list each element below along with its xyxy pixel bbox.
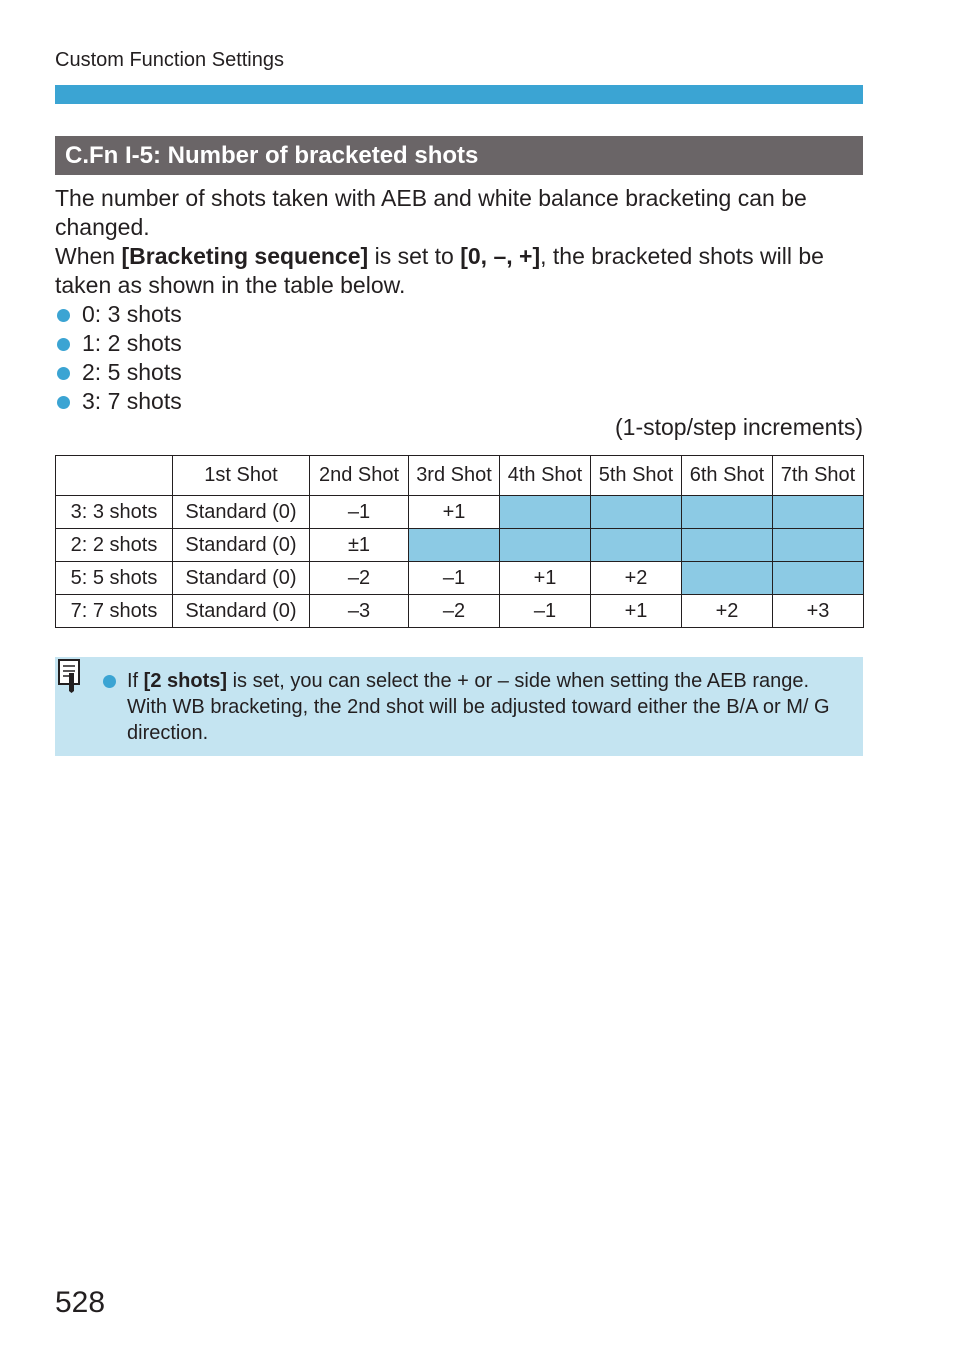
table-header-row [56,456,864,496]
column-header: 1st Shot [173,456,310,496]
table-cell: +1 [409,496,500,529]
table-cell [409,529,500,562]
bullet-icon [103,675,116,688]
options-list [55,300,870,416]
column-header: 5th Shot [591,456,682,496]
table-cell [591,496,682,529]
column-header: 2nd Shot [310,456,409,496]
row-setting: 2: 2 shots [56,529,173,562]
intro-line-2: When [Bracketing sequence] is set to [0, –, +], the bracketed shots will be taken as shown in the table below. [55,243,824,298]
increments-note: (1-stop/step increments) [615,414,863,440]
bracketing-table [55,455,864,628]
note-box [55,657,863,756]
intro-line-1: The number of shots taken with AEB and white balance bracketing can be changed. [55,185,807,240]
column-header: 3rd Shot [409,456,500,496]
table-row [56,595,864,628]
column-header: 4th Shot [500,456,591,496]
table-cell: Standard (0) [173,496,310,529]
table-cell: +3 [773,595,864,628]
table-cell: –1 [409,562,500,595]
table-cell: –3 [310,595,409,628]
table-cell: –2 [409,595,500,628]
table-cell: +1 [591,595,682,628]
table-cell: –1 [310,496,409,529]
column-header: 6th Shot [682,456,773,496]
table-row [56,562,864,595]
table-row [56,496,864,529]
table-cell: Standard (0) [173,529,310,562]
bullet-icon [57,367,70,380]
table-cell [591,529,682,562]
table-cell [773,562,864,595]
list-item: 2: 5 shots [55,358,870,387]
table-row [56,529,864,562]
table-cell: +2 [591,562,682,595]
table-cell [682,562,773,595]
two-shots-label: [2 shots] [143,670,228,692]
section-title: C.Fn I-5: Number of bracketed shots [55,136,863,175]
list-item: 1: 2 shots [55,329,870,358]
table-cell [500,529,591,562]
table-cell: ±1 [310,529,409,562]
header-bar [55,85,863,104]
bullet-icon [57,338,70,351]
sequence-value: [0, –, +] [460,243,541,269]
bullet-icon [57,396,70,409]
list-item: 0: 3 shots [55,300,870,329]
row-setting: 3: 3 shots [56,496,173,529]
table-cell [500,496,591,529]
table-cell: Standard (0) [173,562,310,595]
column-header [56,456,173,496]
memo-icon [58,659,80,693]
table-cell [682,496,773,529]
table-cell [773,496,864,529]
column-header: 7th Shot [773,456,864,496]
list-item: 3: 7 shots [55,387,870,416]
bracketing-sequence-label: [Bracketing sequence] [121,243,369,269]
table-cell: –2 [310,562,409,595]
row-setting: 7: 7 shots [56,595,173,628]
table-cell: +2 [682,595,773,628]
table-cell [682,529,773,562]
running-head: Custom Function Settings [55,49,284,71]
body-text [55,184,870,416]
bullet-icon [57,309,70,322]
note-text: If [2 shots] is set, you can select the + or – side when setting the AEB range. With WB bracketing, the 2nd shot will be adjusted toward either the B/A or M/ G direction. [127,668,847,746]
table-cell [773,529,864,562]
table-cell: –1 [500,595,591,628]
page-number: 528 [55,1286,106,1319]
table-cell: +1 [500,562,591,595]
row-setting: 5: 5 shots [56,562,173,595]
table-cell: Standard (0) [173,595,310,628]
